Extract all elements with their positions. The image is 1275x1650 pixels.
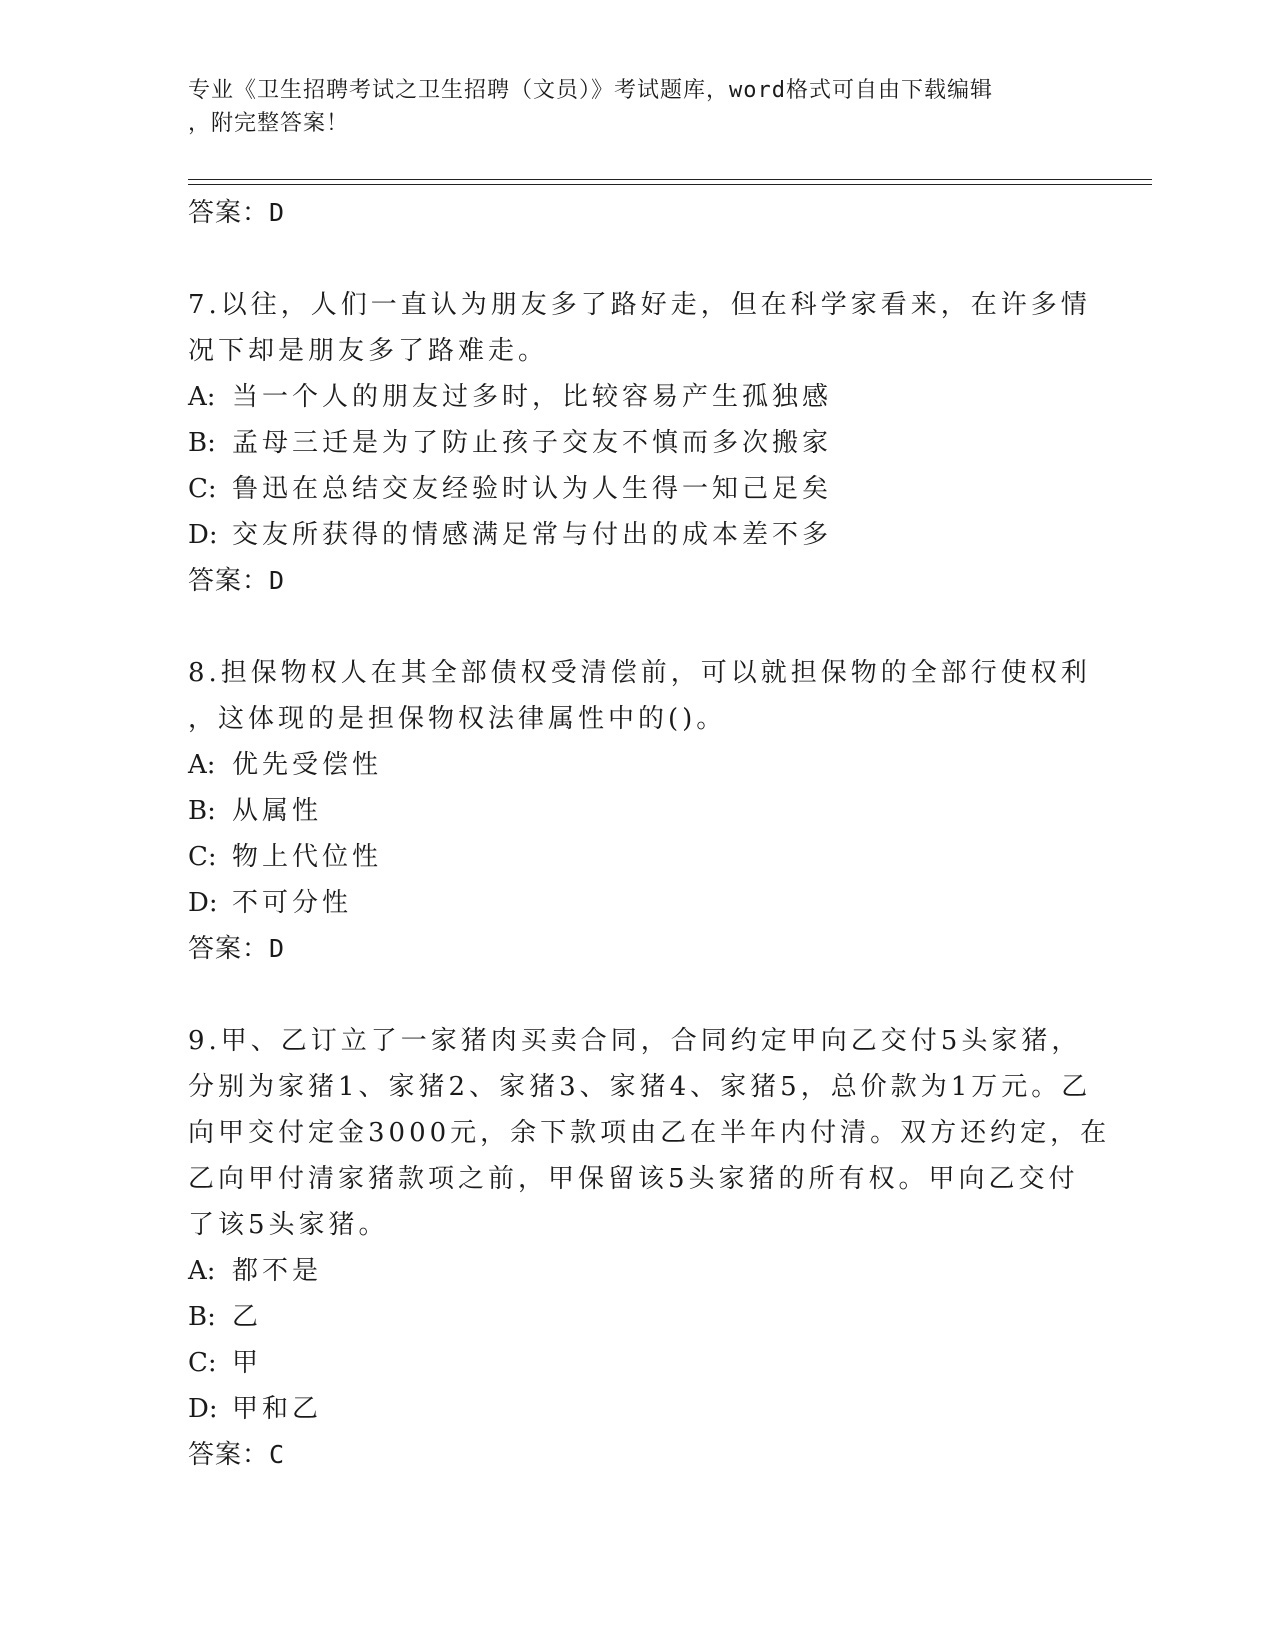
question-content: [188, 190, 1111, 1478]
answer-option: [188, 1340, 1088, 1386]
header-line-2: ，附完整答案！: [188, 111, 350, 136]
answer-option: [188, 420, 1088, 466]
question-answer: [188, 926, 1088, 972]
question-block: [188, 650, 1091, 1018]
question-line: 9.甲、乙订立了一家猪肉买卖合同，合同约定甲向乙交付5头家猪，: [188, 1026, 1082, 1056]
question-line: 分别为家猪1、家猪2、家猪3、家猪4、家猪5，总价款为1万元。乙: [188, 1072, 1092, 1102]
question-answer: [188, 558, 1088, 604]
option-key: C:: [188, 1348, 217, 1378]
answer-option: [188, 1386, 1088, 1432]
answer-option: [188, 834, 1088, 880]
answer-option: [188, 742, 1088, 788]
option-key: D:: [188, 1394, 218, 1424]
option-text: 孟母三迁是为了防止孩子交友不慎而多次搬家: [232, 428, 833, 458]
previous-answer: [188, 190, 1088, 236]
option-text: 不可分性: [232, 888, 353, 918]
spacer: [188, 604, 1088, 650]
question-text: [188, 282, 1091, 374]
question-line: 况下却是朋友多了路难走。: [188, 336, 549, 366]
question-line: ，这体现的是担保物权法律属性中的()。: [188, 704, 727, 734]
answer-option: [188, 880, 1088, 926]
header-line-1: 专业《卫生招聘考试之卫生招聘（文员）》考试题库，word格式可自由下载编辑: [188, 78, 993, 103]
option-text: 鲁迅在总结交友经验时认为人生得一知己足矣: [232, 474, 833, 504]
answer-label: 答案：: [188, 198, 270, 228]
option-key: A:: [188, 1256, 216, 1286]
answer-label: 答案：: [188, 934, 270, 964]
option-text: 物上代位性: [232, 842, 383, 872]
option-text: 交友所获得的情感满足常与付出的成本差不多: [232, 520, 833, 550]
question-line: 乙向甲付清家猪款项之前，甲保留该5头家猪的所有权。甲向乙交付: [188, 1164, 1079, 1194]
spacer: [188, 236, 1088, 282]
answer-option: [188, 1248, 1088, 1294]
question-text: [188, 650, 1091, 742]
answer-value: D: [269, 198, 286, 227]
page-header: [188, 74, 1068, 140]
question-line: 8.担保物权人在其全部债权受清偿前，可以就担保物的全部行使权利: [188, 658, 1091, 688]
option-key: B:: [188, 796, 216, 826]
answer-option: [188, 512, 1088, 558]
question-list: [188, 282, 1111, 1478]
option-key: B:: [188, 428, 216, 458]
question-answer: [188, 1432, 1088, 1478]
answer-value: D: [269, 566, 286, 595]
option-key: B:: [188, 1302, 216, 1332]
option-key: A:: [188, 750, 216, 780]
spacer: [188, 972, 1088, 1018]
answer-option: [188, 374, 1088, 420]
answer-label: 答案：: [188, 1440, 270, 1470]
option-key: C:: [188, 842, 217, 872]
option-text: 优先受偿性: [232, 750, 383, 780]
option-key: A:: [188, 382, 216, 412]
option-text: 甲和乙: [232, 1394, 323, 1424]
option-key: D:: [188, 888, 218, 918]
option-text: 甲: [232, 1348, 263, 1378]
answer-value: C: [269, 1440, 286, 1469]
option-text: 从属性: [232, 796, 323, 826]
answer-option: [188, 788, 1088, 834]
answer-label: 答案：: [188, 566, 270, 596]
option-text: 当一个人的朋友过多时，比较容易产生孤独感: [232, 382, 833, 412]
question-line: 向甲交付定金3000元，余下款项由乙在半年内付清。双方还约定，在: [188, 1118, 1111, 1148]
question-line: 了该5头家猪。: [188, 1210, 389, 1240]
answer-value: D: [269, 934, 286, 963]
answer-option: [188, 1294, 1088, 1340]
question-block: [188, 1018, 1111, 1478]
question-block: [188, 282, 1091, 650]
header-rule-bottom: [188, 184, 1152, 185]
header-rule-top: [188, 179, 1152, 180]
option-key: C:: [188, 474, 217, 504]
option-text: 乙: [232, 1302, 263, 1332]
question-text: [188, 1018, 1111, 1248]
answer-option: [188, 466, 1088, 512]
option-text: 都不是: [232, 1256, 323, 1286]
option-key: D:: [188, 520, 218, 550]
question-line: 7.以往，人们一直认为朋友多了路好走，但在科学家看来，在许多情: [188, 290, 1091, 320]
